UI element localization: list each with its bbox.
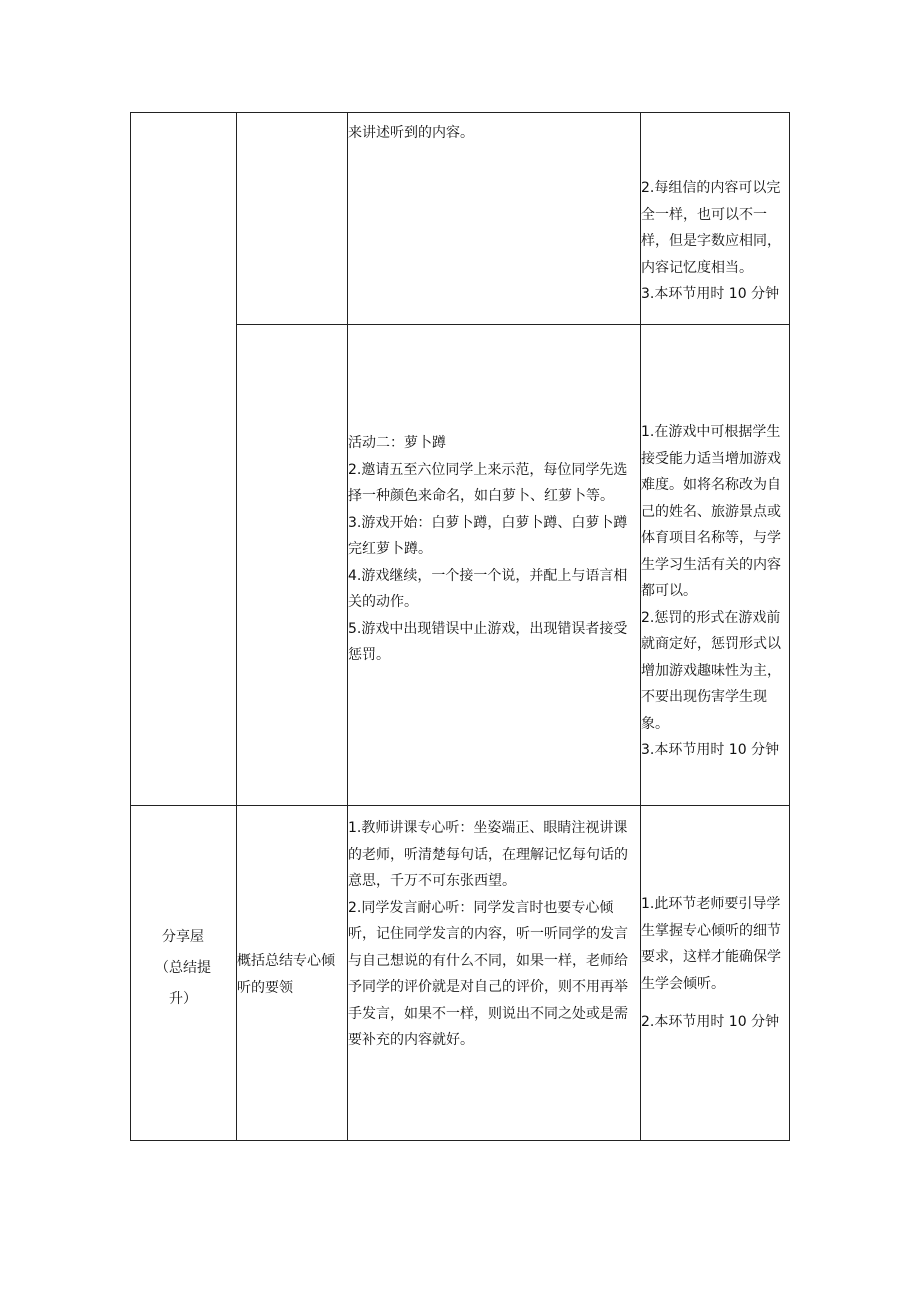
row2-note-3: 3.本环节用时 10 分钟 xyxy=(641,742,780,758)
row2-note-1: 1.在游戏中可根据学生接受能力适当增加游戏难度。如将名称改为自己的姓名、旅游景点或体育项目名称等，与学生学习生活有关的内容都可以。 xyxy=(641,424,781,599)
row3-objective-label: 概括总结专心倾听的要领 xyxy=(237,953,335,996)
row1-notes-cell xyxy=(641,175,787,308)
row3-activity-cell xyxy=(348,815,639,1054)
row2-activity-step: 5.游戏中出现错误中止游戏，出现错误者接受惩罚。 xyxy=(348,620,628,663)
row-divider-1 xyxy=(236,324,790,325)
row3-stage-cell xyxy=(152,922,214,1015)
table-border-left xyxy=(130,112,131,1141)
row2-activity-step: 2.邀请五至六位同学上来示范，每位同学先选择一种颜色来命名，如白萝卜、红萝卜等。 xyxy=(348,461,628,504)
table-border-top xyxy=(130,112,790,113)
row2-activity-step: 3.游戏开始：白萝卜蹲，白萝卜蹲、白萝卜蹲完红萝卜蹲。 xyxy=(348,514,628,557)
row2-activity-step: 4.游戏继续，一个接一个说，并配上与语言相关的动作。 xyxy=(348,567,628,610)
row3-stage-label: 分享屋（总结提升） xyxy=(155,929,211,1007)
table-border-bottom xyxy=(130,1140,790,1141)
row3-note-1: 1.此环节老师要引导学生掌握专心倾听的细节要求，这样才能确保学生学会倾听。 xyxy=(641,896,781,992)
row2-activity-title: 活动二：萝卜蹲 xyxy=(348,435,446,451)
row3-note-2: 2.本环节用时 10 分钟 xyxy=(641,1014,780,1030)
row1-note-2: 3.本环节用时 10 分钟 xyxy=(641,286,780,302)
row-divider-2 xyxy=(130,805,790,806)
row3-activity-step: 1.教师讲课专心听：坐姿端正、眼睛注视讲课的老师，听清楚每句话，在理解记忆每句话的意思，千万不可东张西望。 xyxy=(348,820,628,889)
table-border-right xyxy=(789,112,790,1141)
row1-activity-line: 来讲述听到的内容。 xyxy=(348,125,474,141)
row2-activity-cell xyxy=(348,430,639,669)
row3-notes-cell xyxy=(641,891,787,1036)
row1-activity-cell xyxy=(348,120,639,147)
lesson-plan-table xyxy=(130,112,790,1141)
row1-note-1: 2.每组信的内容可以完全一样，也可以不一样，但是字数应相同，内容记忆度相当。 xyxy=(641,180,781,276)
row3-objective-cell xyxy=(237,948,346,1001)
row2-note-2: 2.惩罚的形式在游戏前就商定好，惩罚形式以增加游戏趣味性为主，不要出现伤害学生现象。 xyxy=(641,609,781,732)
row3-activity-step: 2.同学发言耐心听：同学发言时也要专心倾听，记住同学发言的内容，听一听同学的发言与自己想说的有什么不同，如果一样，老师给予同学的评价就是对自己的评价，则不用再举手发言，如果不一样，则说出不同之处或是需要补充的内容就好。 xyxy=(348,899,628,1048)
row2-notes-cell xyxy=(641,419,787,764)
